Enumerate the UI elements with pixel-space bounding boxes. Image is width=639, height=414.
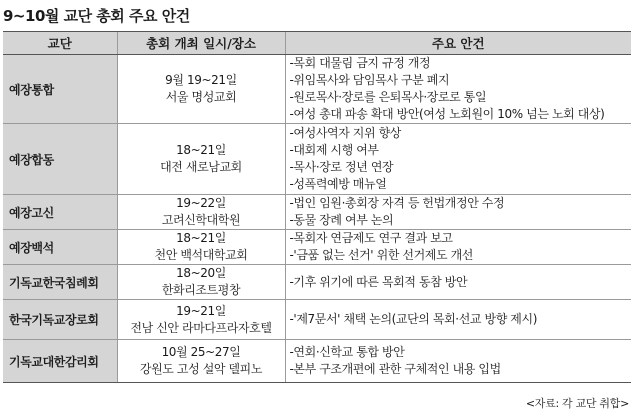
schedule-place: 대전 새로남교회 [160, 160, 242, 174]
agenda-item: -'제7문서' 채택 논의(교단의 목회·선교 방향 제시) [289, 312, 537, 326]
schedule-date: 19~22일 [176, 196, 226, 210]
schedule-cell [117, 195, 285, 230]
agenda-cell [285, 195, 631, 230]
schedule-date: 18~21일 [176, 231, 226, 245]
table-body [3, 55, 631, 383]
schedule-place: 전남 신안 라마다프라자호텔 [130, 320, 272, 335]
schedule-place: 서울 명성교회 [165, 90, 237, 104]
agenda-cell [285, 55, 631, 124]
denomination-cell: 예장통합 [3, 55, 117, 124]
agenda-item: -목회 대물림 금지 규정 개정 [289, 56, 431, 70]
denomination-cell: 예장고신 [3, 195, 117, 230]
agenda-item: -목사·장로 정년 연장 [289, 160, 394, 174]
agenda-item: -목회자 연금제도 연구 결과 보고 [289, 231, 453, 245]
schedule-place: 고려신학대학원 [161, 213, 241, 227]
denomination-cell: 기독교대한감리회 [3, 340, 117, 383]
schedule-cell [117, 265, 285, 300]
schedule-cell [117, 340, 285, 383]
page-title: 9~10월 교단 총회 주요 안건 [3, 7, 190, 25]
schedule-place: 강원도 고성 설악 델피노 [139, 362, 263, 376]
denomination-cell: 예장백석 [3, 230, 117, 265]
schedule-cell [117, 124, 285, 195]
schedule-place: 한화리조트평창 [161, 283, 241, 297]
agenda-item: -위임목사와 담임목사 구분 폐지 [289, 73, 450, 87]
agenda-item: -'금품 없는 선거' 위한 선거제도 개선 [289, 248, 473, 262]
table-row [3, 300, 631, 340]
agenda-item: -여성 총대 파송 확대 방안(여성 노회원이 10% 넘는 노회 대상) [289, 107, 605, 121]
schedule-date: 19~21일 [176, 303, 226, 318]
denomination-cell: 한국기독교장로회 [3, 300, 117, 340]
schedule-cell [117, 55, 285, 124]
table-row [3, 340, 631, 383]
table-row [3, 55, 631, 124]
agenda-item: -대회제 시행 여부 [289, 143, 379, 157]
agenda-cell [285, 265, 631, 300]
agenda-item: -성폭력예방 매뉴얼 [289, 177, 387, 191]
table-row [3, 195, 631, 230]
table-row [3, 230, 631, 265]
denomination-cell: 기독교한국침례회 [3, 265, 117, 300]
schedule-date: 18~20일 [176, 266, 226, 280]
agenda-item: -연회·신학교 통합 방안 [289, 345, 405, 359]
schedule-date: 10월 25~27일 [161, 345, 241, 359]
agenda-cell [285, 340, 631, 383]
table-row [3, 124, 631, 195]
schedule-cell [117, 230, 285, 265]
source-note: <자료: 각 교단 취합> [525, 397, 629, 410]
header-agenda: 주요 안건 [285, 32, 631, 55]
agenda-cell [285, 230, 631, 265]
schedule-cell [117, 300, 285, 340]
agenda-item: -기후 위기에 따른 목회적 동참 방안 [289, 274, 468, 289]
header-denomination: 교단 [3, 32, 117, 55]
agenda-item: -본부 구조개편에 관한 구체적인 내용 입법 [289, 362, 501, 376]
header-schedule: 총회 개최 일시/장소 [117, 32, 285, 55]
agenda-item: -법인 임원·총회장 자격 등 헌법개정안 수정 [289, 196, 505, 210]
agenda-cell [285, 300, 631, 340]
agenda-table [3, 31, 631, 383]
schedule-place: 천안 백석대학교회 [154, 248, 248, 262]
agenda-item: -동물 장례 여부 논의 [289, 213, 394, 227]
table-row [3, 265, 631, 300]
agenda-item: -여성사역자 지위 향상 [289, 126, 401, 140]
denomination-cell: 예장합동 [3, 124, 117, 195]
schedule-date: 18~21일 [176, 143, 226, 157]
table-header-row [3, 32, 631, 55]
agenda-item: -원로목사·장로를 은퇴목사·장로로 통일 [289, 90, 487, 104]
agenda-cell [285, 124, 631, 195]
schedule-date: 9월 19~21일 [165, 73, 237, 87]
